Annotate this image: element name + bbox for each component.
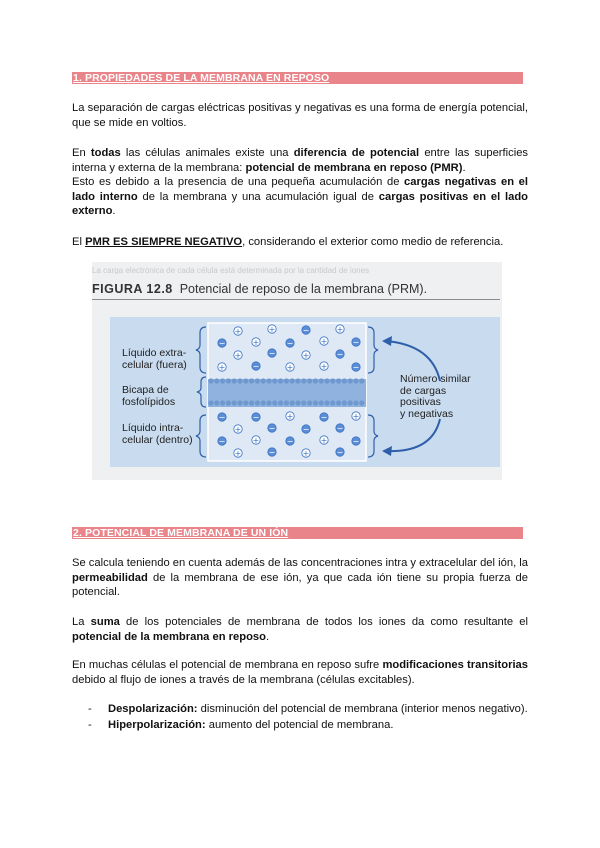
lipid-head [208, 378, 213, 383]
bullet-list [88, 702, 528, 733]
svg-text:−: − [336, 349, 344, 359]
lipid-head [359, 378, 364, 383]
negative-charge [218, 413, 226, 422]
positive-charge [286, 412, 294, 421]
svg-text:+: + [286, 411, 294, 421]
svg-text:−: − [252, 412, 260, 422]
svg-text:−: − [268, 423, 276, 433]
lipid-head [301, 378, 306, 383]
lipid-head [226, 378, 231, 383]
brace-right-top [368, 327, 378, 373]
svg-text:−: − [336, 423, 344, 433]
negative-charge [352, 338, 360, 347]
lipid-head [353, 400, 358, 405]
figure-rule [92, 299, 500, 300]
positive-charge [286, 363, 294, 372]
brace-intracellular [196, 415, 206, 457]
svg-text:+: + [234, 448, 242, 458]
lipid-head [313, 400, 318, 405]
lipid-head [353, 378, 358, 383]
brace-extracellular [196, 327, 206, 373]
list-item: - Hiperpolarización: aumento del potencial de membrana. [88, 718, 394, 731]
negative-charge [320, 413, 328, 422]
positive-charge [352, 412, 360, 421]
lipid-head [261, 378, 266, 383]
svg-text:−: − [218, 412, 226, 422]
svg-text:−: − [302, 325, 310, 335]
negative-charge [268, 424, 276, 433]
lipid-head [284, 378, 289, 383]
negative-charge [336, 448, 344, 457]
lipid-head [295, 378, 300, 383]
svg-text:−: − [336, 447, 344, 457]
arrow-up-head [382, 336, 392, 346]
negative-charge [218, 339, 226, 348]
lipid-head [336, 378, 341, 383]
negative-charge [286, 437, 294, 446]
svg-text:+: + [320, 361, 328, 371]
brace-right-bottom [368, 415, 378, 457]
negative-charge [252, 362, 260, 371]
svg-text:+: + [218, 362, 226, 372]
svg-text:+: + [302, 448, 310, 458]
lipid-head [359, 400, 364, 405]
lipid-head [330, 400, 335, 405]
negative-charge [286, 339, 294, 348]
svg-text:+: + [320, 435, 328, 445]
figure-ghost-text: La carga electrónica de cada célula está determinada por la cantidad de iones [92, 266, 370, 274]
lipid-head [324, 400, 329, 405]
section-heading-2: 2. POTENCIAL DE MEMBRANA DE UN IÓN [72, 527, 523, 539]
positive-charge [252, 436, 260, 445]
lipid-head [226, 400, 231, 405]
positive-charge [302, 449, 310, 458]
svg-text:+: + [234, 326, 242, 336]
lipid-head [319, 400, 324, 405]
label-extracellular: Líquido extra- celular (fuera) [122, 347, 187, 371]
negative-charge [352, 437, 360, 446]
svg-text:+: + [234, 424, 242, 434]
arrow-down [386, 419, 440, 451]
lipid-head [237, 378, 242, 383]
lipid-head [243, 378, 248, 383]
lipid-head [295, 400, 300, 405]
negative-charge [268, 448, 276, 457]
lipid-head [272, 400, 277, 405]
positive-charge [320, 436, 328, 445]
lipid-head [313, 378, 318, 383]
svg-text:−: − [218, 338, 226, 348]
lipid-head [243, 400, 248, 405]
negative-charge [218, 437, 226, 446]
svg-text:−: − [352, 436, 360, 446]
svg-text:+: + [336, 324, 344, 334]
positive-charge [234, 351, 242, 360]
lipid-head [348, 400, 353, 405]
positive-charge [320, 337, 328, 346]
positive-charge [302, 351, 310, 360]
svg-text:−: − [252, 361, 260, 371]
lipid-head [301, 400, 306, 405]
negative-charge [252, 413, 260, 422]
positive-charge [268, 325, 276, 334]
lipid-head [290, 400, 295, 405]
svg-text:−: − [286, 338, 294, 348]
svg-text:+: + [268, 324, 276, 334]
lipid-head [319, 378, 324, 383]
figure-panel [110, 317, 500, 467]
paragraph-pmr-definition: En todas las células animales existe una diferencia de potencial entre las superficies interna y externa de la membrana: potencial de membrana en reposo (PMR). Esto es debido a la presencia de una pequeña acumulación de cargas negativas en el lado interno de la membrana y una acumulación igual de cargas positivas en el lado externo. [72, 147, 529, 218]
label-intracellular: Líquido intra- celular (dentro) [122, 422, 193, 446]
lipid-head [249, 400, 254, 405]
lipid-head [324, 378, 329, 383]
positive-charge [234, 449, 242, 458]
lipid-head [290, 378, 295, 383]
positive-charge [336, 325, 344, 334]
negative-charge [302, 326, 310, 335]
figure-title: FIGURA 12.8 Potencial de reposo de la membrana (PRM). [92, 282, 428, 296]
lipid-head [278, 378, 283, 383]
lipid-head [214, 400, 219, 405]
lipid-head [266, 378, 271, 383]
negative-charge [302, 425, 310, 434]
lipid-head [237, 400, 242, 405]
svg-text:−: − [352, 362, 360, 372]
svg-text:−: − [286, 436, 294, 446]
lipid-head [342, 378, 347, 383]
paragraph-permeability: Se calcula teniendo en cuenta además de las concentraciones intra y extracelular del ión, la permeabilidad de la membrana de ese ión, ya que cada ión tiene su propia fuerza de potencial. [72, 557, 528, 599]
svg-text:−: − [302, 424, 310, 434]
paragraph-transitory: En muchas células el potencial de membrana en reposo sufre modificaciones transitorias debido al flujo de iones a través de la membrana (células excitables). [72, 659, 528, 686]
negative-charge [336, 350, 344, 359]
negative-charge [352, 363, 360, 372]
lipid-head [220, 400, 225, 405]
figure-membrane-potential [92, 262, 502, 480]
svg-text:−: − [352, 337, 360, 347]
positive-charge [234, 425, 242, 434]
section-heading-1: 1. PROPIEDADES DE LA MEMBRANA EN REPOSO [72, 72, 523, 84]
lipid-head [208, 400, 213, 405]
phospholipid-bilayer [208, 378, 366, 407]
lipid-head [255, 378, 260, 383]
negative-charge [336, 424, 344, 433]
positive-charge [218, 363, 226, 372]
svg-text:−: − [218, 436, 226, 446]
lipid-head [255, 400, 260, 405]
paragraph-sum: La suma de los potenciales de membrana de todos los iones da como resultante el potencial de la membrana en reposo. [72, 616, 528, 643]
arrow-down-head [382, 446, 392, 456]
lipid-head [232, 378, 237, 383]
lipid-head [336, 400, 341, 405]
paragraph-pmr-negative: El PMR ES SIEMPRE NEGATIVO, considerando el exterior como medio de referencia. [72, 236, 504, 248]
negative-charge [268, 349, 276, 358]
label-bilayer: Bicapa de fosfolípidos [122, 384, 176, 408]
svg-text:+: + [302, 350, 310, 360]
lipid-head [214, 378, 219, 383]
brace-bilayer [197, 377, 206, 407]
svg-text:+: + [286, 362, 294, 372]
lipid-head [278, 400, 283, 405]
positive-charge [320, 362, 328, 371]
lipid-head [348, 378, 353, 383]
lipid-head [232, 400, 237, 405]
svg-text:+: + [252, 337, 260, 347]
lipid-head [249, 378, 254, 383]
svg-text:+: + [252, 435, 260, 445]
lipid-head [330, 378, 335, 383]
positive-charge [252, 338, 260, 347]
paragraph-energy: La separación de cargas eléctricas positivas y negativas es una forma de energía potencial, que se mide en voltios. [72, 102, 528, 129]
lipid-head [266, 400, 271, 405]
svg-text:+: + [320, 336, 328, 346]
svg-text:+: + [352, 411, 360, 421]
lipid-head [342, 400, 347, 405]
positive-charge [234, 327, 242, 336]
svg-text:−: − [320, 412, 328, 422]
lipid-head [261, 400, 266, 405]
label-similar-charges: Número similar de cargas positivas y negativas [400, 373, 471, 420]
svg-text:−: − [268, 348, 276, 358]
lipid-head [307, 378, 312, 383]
lipid-head [307, 400, 312, 405]
lipid-head [284, 400, 289, 405]
svg-text:−: − [268, 447, 276, 457]
lipid-head [272, 378, 277, 383]
svg-text:+: + [234, 350, 242, 360]
list-item: - Despolarización: disminución del potencial de membrana (interior menos negativo). [88, 703, 528, 715]
lipid-head [220, 378, 225, 383]
